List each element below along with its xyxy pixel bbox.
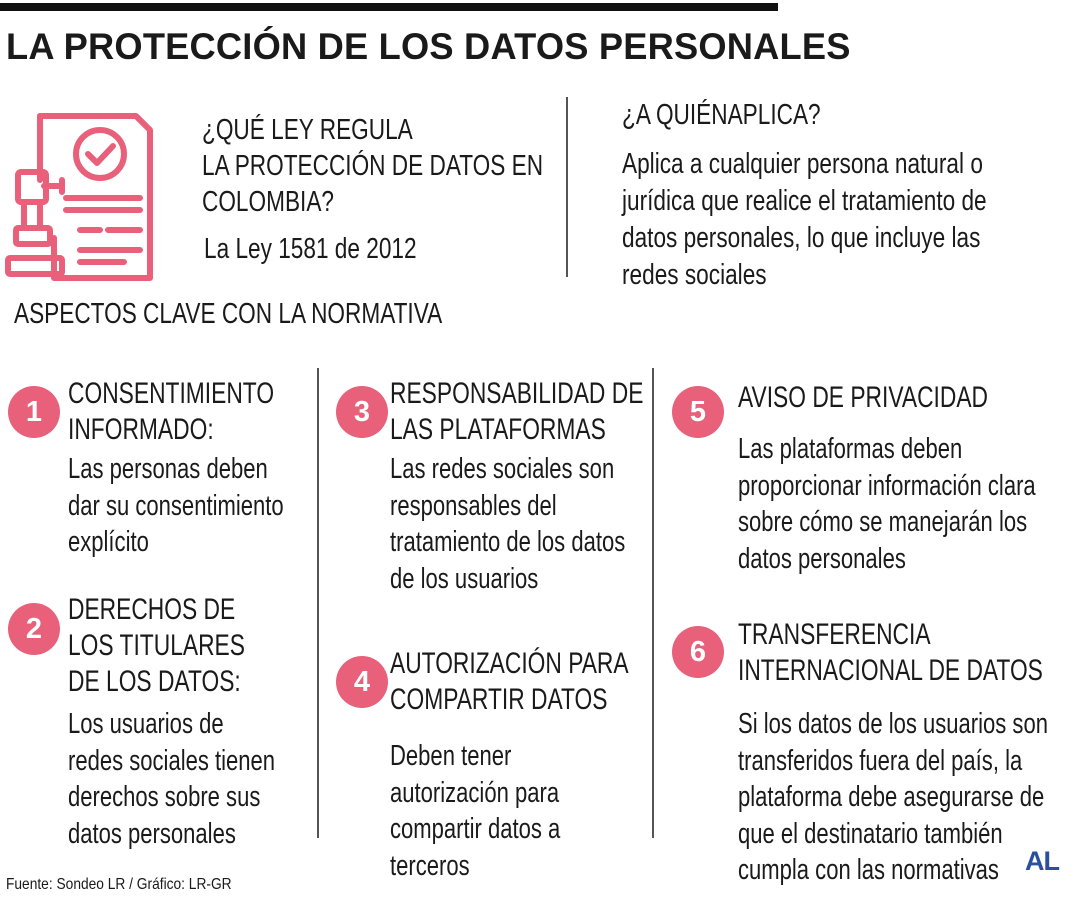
- item-title: [390, 376, 643, 448]
- item-body-line: Si los datos de los usuarios son: [738, 708, 1048, 740]
- column-divider: [652, 368, 654, 838]
- law-question: [202, 112, 543, 220]
- item-body-line: tratamiento de los datos: [390, 526, 626, 558]
- number-badge: 1: [8, 386, 60, 438]
- item-title: [390, 646, 629, 718]
- who-answer-line: Aplica a cualquier persona natural o: [622, 148, 983, 180]
- item-body: [68, 706, 275, 852]
- page-title: LA PROTECCIÓN DE LOS DATOS PERSONALES: [6, 26, 851, 67]
- item-body-line: Los usuarios de: [68, 708, 224, 740]
- item-title-line: INTERNACIONAL DE DATOS: [738, 654, 1043, 687]
- item-body-line: que el destinatario también: [738, 817, 1003, 850]
- item-body-line: Las personas deben: [68, 453, 268, 485]
- item-title-line: TRANSFERENCIA: [738, 618, 931, 651]
- item-title-line: INFORMADO:: [68, 413, 214, 446]
- item-body-line: redes sociales tienen: [68, 744, 276, 777]
- item-body: [738, 706, 1048, 889]
- item-body: [390, 738, 560, 884]
- divider: [566, 97, 568, 277]
- source-credit: Fuente: Sondeo LR / Gráfico: LR-GR: [6, 876, 232, 893]
- item-body: [390, 451, 625, 597]
- item-body-line: sobre cómo se manejarán los: [738, 506, 1028, 538]
- item-title-line: AUTORIZACIÓN PARA: [390, 647, 629, 680]
- number-badge: 2: [8, 603, 60, 655]
- law-question-line: ¿QUÉ LEY REGULA: [202, 114, 413, 146]
- item-body-line: compartir datos a: [390, 813, 561, 845]
- brand-logo: AL: [1025, 846, 1059, 876]
- who-answer-line: jurídica que realice el tratamiento de: [622, 185, 987, 217]
- item-title: [738, 380, 988, 416]
- item-body-line: Deben tener: [390, 740, 512, 772]
- item-body-line: datos personales: [68, 817, 236, 850]
- item-body-line: derechos sobre sus: [68, 781, 261, 813]
- law-question-line: COLOMBIA?: [202, 186, 334, 218]
- item-title-line: COMPARTIR DATOS: [390, 683, 608, 716]
- item-body-line: terceros: [390, 849, 470, 882]
- top-rule: [0, 3, 778, 11]
- item-body-line: Las plataformas deben: [738, 433, 963, 465]
- item-title-line: LAS PLATAFORMAS: [390, 413, 606, 446]
- item-body-line: Las redes sociales son: [390, 453, 615, 485]
- item-title-line: AVISO DE PRIVACIDAD: [738, 381, 989, 414]
- who-answer-line: redes sociales: [622, 259, 767, 291]
- item-title-line: DE LOS DATOS:: [68, 665, 241, 698]
- item-body-line: transferidos fuera del país, la: [738, 744, 1023, 777]
- item-title: [738, 617, 1043, 689]
- item-body-line: cumpla con las normativas: [738, 854, 999, 886]
- item-title: [68, 592, 245, 700]
- item-body-line: datos personales: [738, 542, 906, 575]
- item-body: [738, 431, 1036, 577]
- who-answer: [622, 146, 987, 294]
- item-title-line: CONSENTIMIENTO: [68, 377, 275, 410]
- item-body: [68, 451, 284, 561]
- key-aspects-heading: ASPECTOS CLAVE CON LA NORMATIVA: [14, 298, 443, 330]
- item-body-line: dar su consentimiento: [68, 489, 284, 522]
- item-body-line: autorización para: [390, 776, 560, 809]
- number-badge: 5: [672, 386, 724, 438]
- item-body-line: explícito: [68, 526, 149, 558]
- number-badge: 3: [336, 386, 388, 438]
- item-body-line: proporcionar información clara: [738, 469, 1036, 502]
- item-title: [68, 376, 274, 448]
- item-body-line: responsables del: [390, 489, 557, 522]
- item-title-line: LOS TITULARES: [68, 629, 245, 662]
- law-answer: La Ley 1581 de 2012: [204, 233, 417, 265]
- law-document-gavel-icon: [4, 110, 168, 286]
- who-answer-line: datos personales, lo que incluye las: [622, 222, 981, 254]
- item-body-line: de los usuarios: [390, 562, 539, 595]
- item-title-line: RESPONSABILIDAD DE: [390, 377, 644, 410]
- item-title-line: DERECHOS DE: [68, 593, 236, 626]
- column-divider: [317, 368, 319, 838]
- who-question: ¿A QUIÉNAPLICA?: [622, 99, 821, 131]
- number-badge: 4: [336, 656, 388, 708]
- law-question-line: LA PROTECCIÓN DE DATOS EN: [202, 150, 544, 182]
- item-body-line: plataforma debe asegurarse de: [738, 781, 1045, 813]
- number-badge: 6: [672, 626, 724, 678]
